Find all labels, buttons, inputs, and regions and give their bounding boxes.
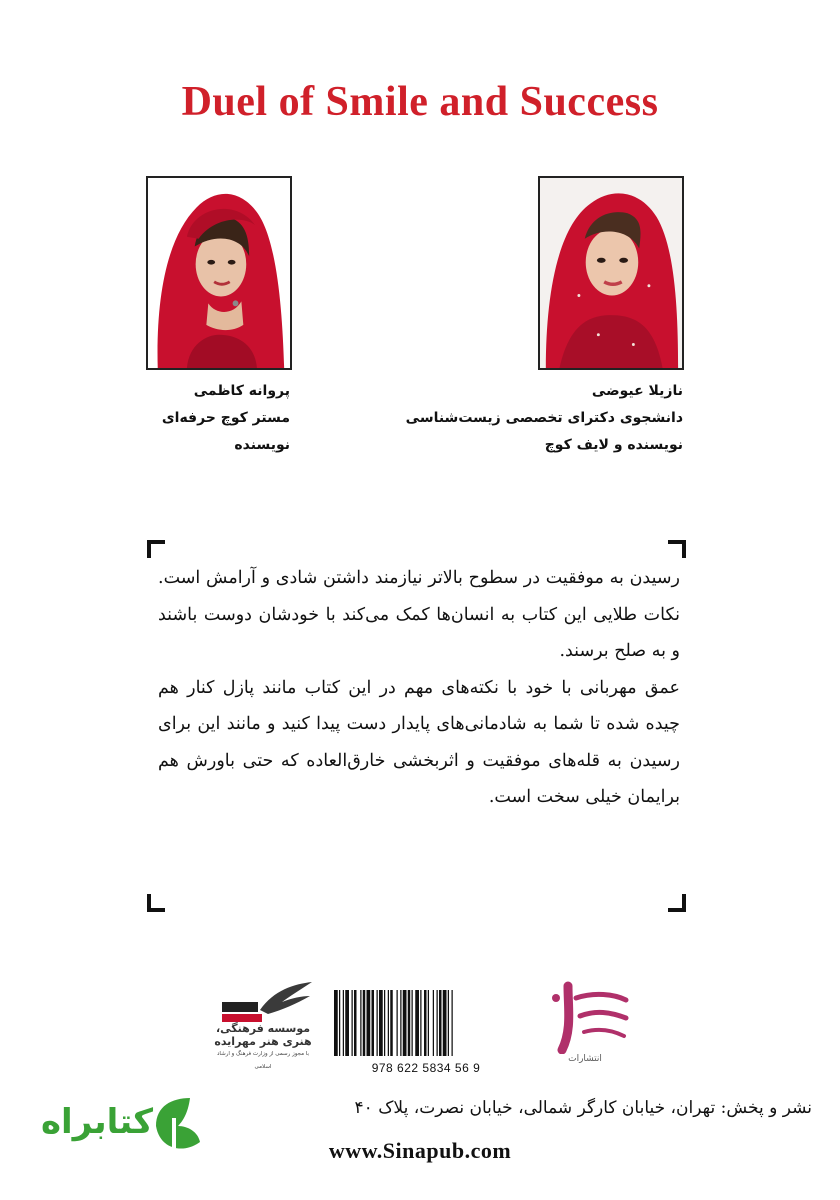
frame-corner-bottom-right [668,894,686,912]
author-photo-right [538,176,684,370]
barcode-icon [330,988,522,1060]
author-title-right: دانشجوی دکترای تخصصی زیست‌شناسی [405,410,683,426]
publisher-logo-mehr-ideh [208,980,318,1076]
author-role-right: نویسنده و لایف کوچ [544,437,683,453]
sina-logo-icon [540,978,630,1054]
frame-corner-top-right [668,540,686,558]
publisher-logo-sina-novavaran [540,978,630,1074]
publisher-address: نشر و پخش: تهران، خیابان کارگر شمالی، خیابان نصرت، پلاک ۴۰ [354,1098,812,1118]
author-title-left: مستر کوچ حرفه‌ای [161,410,290,426]
back-cover-blurb [158,560,680,816]
publisher-website[interactable]: www.Sinapub.com [328,1138,512,1163]
author-bio-left [100,378,290,459]
wing-logo-icon [208,980,318,1024]
book-title: Duel of Smile and Success [181,79,659,125]
ketabrah-text: کتابراه [40,1102,154,1142]
publisher-left-note: با مجوز رسمی از وزارت فرهنگ و ارشاد اسلامی [216,1051,310,1070]
author-photo-left [146,176,292,370]
isbn-number: 978 622 5834 56 9 [371,1061,481,1075]
publisher-right-label: انتشارات [568,1054,602,1064]
author-bio-right [380,378,683,459]
author-name-left: پروانه کاظمی [193,383,290,399]
frame-corner-bottom-left [147,894,165,912]
author-role-left: نویسنده [234,437,290,453]
publisher-left-name: موسسه فرهنگی، هنری هنر مهرایده [214,1022,312,1048]
isbn-barcode [330,988,522,1080]
frame-corner-top-left [147,540,165,558]
blurb-paragraph-2: عمق مهربانی با خود با نکته‌های مهم در این کتاب مانند پازل کنار هم چیده شده تا شما به شادمانی‌های پایدار دست پیدا کنید و مانند این برای رسیدن به قله‌های موفقیت و اثربخشی خارق‌العاده که حتی باورش هم برایمان خیلی سخت است. [158,677,680,807]
blurb-paragraph-1: رسیدن به موفقیت در سطوح بالاتر نیازمند داشتن شادی و آرامش است. نکات طلایی این کتاب به انسان‌ها کمک می‌کند با خودشان دوست باشند و به صلح برسند. [158,568,680,661]
author-name-right: نازیلا عیوضی [591,383,683,399]
